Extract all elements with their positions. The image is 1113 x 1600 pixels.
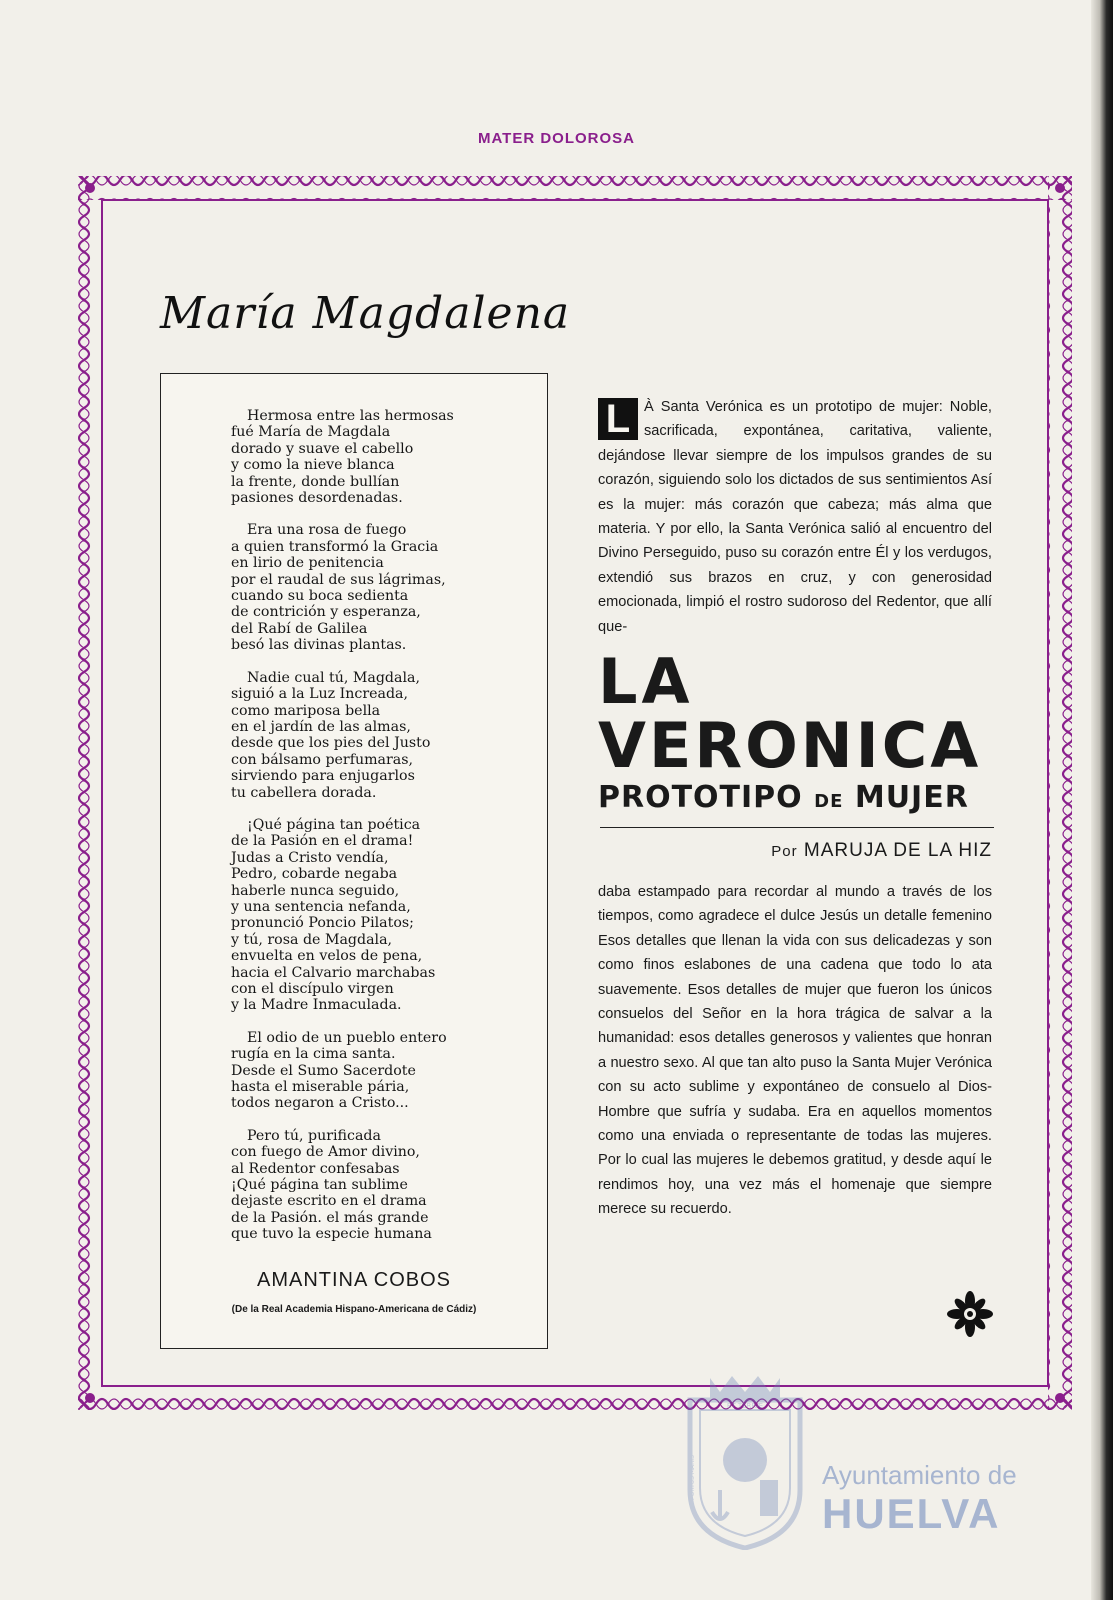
poem-line: y tú, rosa de Magdala, bbox=[231, 931, 393, 948]
poem-line: envuelta en velos de pena, bbox=[231, 948, 423, 965]
byline-author: MARUJA DE LA HIZ bbox=[803, 840, 992, 861]
poem-stanza bbox=[231, 522, 531, 653]
poem-line: besó las divinas plantas. bbox=[231, 637, 407, 654]
poem-line: dejaste escrito en el drama bbox=[231, 1193, 427, 1210]
shield-motto: ET TERRÆ bbox=[726, 1402, 764, 1410]
poem-line: Pero tú, purificada bbox=[247, 1127, 381, 1144]
poem-line: Desde el Sumo Sacerdote bbox=[231, 1062, 416, 1079]
poem-line: tu cabellera dorada. bbox=[231, 784, 377, 801]
article-intro bbox=[598, 395, 992, 639]
shield-motto: CUSTODIA bbox=[796, 1430, 803, 1462]
poem-line: rugía en la cima santa. bbox=[231, 1046, 396, 1063]
page-header: MATER DOLOROSA bbox=[477, 130, 636, 147]
poem-author-affiliation: (De la Real Academia Hispano-Americana de Cádiz) bbox=[231, 1304, 477, 1315]
drop-cap: L bbox=[598, 398, 638, 440]
poem-line: Hermosa entre las hermosas bbox=[247, 408, 454, 424]
watermark-line-2: HUELVA bbox=[822, 1490, 1001, 1537]
poem-line: Nadie cual tú, Magdala, bbox=[247, 669, 420, 686]
poem-box bbox=[160, 373, 548, 1349]
poem-line: con bálsamo perfumaras, bbox=[231, 751, 414, 768]
poem-line: que tuvo la especie humana bbox=[231, 1226, 432, 1243]
poem-line: la frente, donde bullían bbox=[231, 473, 400, 490]
poem-line: cuando su boca sedienta bbox=[231, 588, 409, 605]
poem-line: como mariposa bella bbox=[231, 702, 381, 719]
city-shield-icon bbox=[680, 1370, 810, 1550]
poem-line: desde que los pies del Justo bbox=[231, 735, 431, 752]
shield-motto: PORTUS MARIS bbox=[689, 1455, 696, 1500]
headline-line-2: VERONICA bbox=[598, 709, 982, 782]
subtitle-word: DE bbox=[814, 791, 844, 812]
poem-line: Era una rosa de fuego bbox=[247, 522, 407, 539]
poem-line: fué María de Magdala bbox=[231, 424, 391, 441]
poem-line: del Rabí de Galilea bbox=[231, 620, 368, 637]
watermark-line-1: Ayuntamiento de bbox=[822, 1460, 1017, 1490]
poem-author: AMANTINA COBOS bbox=[256, 1269, 452, 1291]
poem-line: pronunció Poncio Pilatos; bbox=[231, 915, 414, 932]
poem-line: haberle nunca seguido, bbox=[231, 882, 400, 899]
poem-stanza bbox=[231, 1030, 531, 1112]
poem-line: de la Pasión en el drama! bbox=[231, 833, 414, 850]
poem-line: y como la nieve blanca bbox=[231, 457, 395, 474]
poem-line: y una sentencia nefanda, bbox=[231, 898, 411, 915]
poem-line: siguió a la Luz Increada, bbox=[231, 686, 409, 703]
poem-line: hasta el miserable pária, bbox=[231, 1079, 410, 1096]
poem-line: por el raudal de sus lágrimas, bbox=[231, 571, 446, 588]
poem-line: de contrición y esperanza, bbox=[231, 604, 421, 621]
headline-subtitle bbox=[598, 780, 992, 820]
poem-stanza bbox=[231, 817, 531, 1014]
poem-line: en lirio de penitencia bbox=[231, 555, 384, 572]
article-byline bbox=[598, 840, 992, 862]
poem-stanza bbox=[231, 408, 531, 506]
poem-line: de la Pasión. el más grande bbox=[231, 1209, 429, 1226]
byline-prefix: Por bbox=[771, 843, 798, 860]
poem-line: hacia el Calvario marchabas bbox=[231, 964, 436, 981]
poem-line: ¡Qué página tan poética bbox=[247, 816, 421, 833]
flower-ornament-icon bbox=[946, 1290, 994, 1338]
poem-line: todos negaron a Cristo... bbox=[231, 1095, 409, 1112]
poem-line: sirviendo para enjugarlos bbox=[231, 768, 415, 785]
poem-line: al Redentor confesabas bbox=[231, 1160, 400, 1177]
poem-line: en el jardín de las almas, bbox=[231, 718, 411, 735]
poem-line: Judas a Cristo vendía, bbox=[231, 849, 389, 866]
article-headline bbox=[598, 645, 992, 820]
headline-line-1: LA bbox=[598, 645, 694, 718]
poem-line: dorado y suave el cabello bbox=[231, 440, 414, 457]
poem-line: y la Madre Inmaculada. bbox=[231, 997, 402, 1014]
poem-line: con el discípulo virgen bbox=[231, 981, 394, 997]
article-intro-text: À Santa Verónica es un prototipo de mujer: Noble, sacrificada, expontánea, caritativa, valiente, dejándose llevar siempre de los impulsos grandes de su corazón, siguiendo solo los dictados de sus sentimientos Así es la mujer: más corazón que cabeza; más alma que materia. Y por ello, la Santa Verónica salió al encuentro del Divino Perseguido, puso su corazón entre Él y los verdugos, extendió sus brazos en cruz, y con generosidad emocionada, limpió el rostro sudoroso del Redentor, que allí que- bbox=[598, 399, 992, 635]
subtitle-word: MUJER bbox=[854, 780, 969, 815]
poem-line: pasiones desordenadas. bbox=[231, 490, 403, 507]
poem-line: Pedro, cobarde negaba bbox=[231, 866, 398, 883]
poem-line: El odio de un pueblo entero bbox=[247, 1029, 447, 1046]
poem-line: ¡Qué página tan sublime bbox=[231, 1177, 408, 1194]
headline-divider bbox=[600, 827, 994, 828]
subtitle-word: PROTOTIPO bbox=[598, 780, 803, 815]
poem-line: con fuego de Amor divino, bbox=[231, 1144, 420, 1161]
poem-line: a quien transformó la Gracia bbox=[231, 538, 439, 555]
article-body: daba estampado para recordar al mundo a través de los tiempos, como agradece el dulce Jesús un detalle femenino Esos detalles que llenan la vida con sus delicadezas y son como finos eslabones de una cadena que todo lo ata suavemente. Esos detalles de mujer que fueron los únicos consuelos del Señor en la hora trágica de salvar a la humanidad: esos detalles generosos y valientes que honran a nuestro sexo. Al que tan alto puso la Santa Mujer Verónica con su acto sublime y expontáneo de consuelo al Dios-Hombre que sufría y sudaba. Era en aquellos momentos como una enviada o representante de todas las mujeres. Por lo cual las mujeres le debemos gratitud, y desde aquí le rendimos hoy, una vez más el homenaje que siempre merece su recuerdo. bbox=[598, 884, 992, 1218]
poem-stanza bbox=[231, 1128, 531, 1243]
poem-body bbox=[231, 408, 531, 1259]
poem-title: María Magdalena bbox=[160, 288, 571, 339]
poem-stanza bbox=[231, 670, 531, 801]
